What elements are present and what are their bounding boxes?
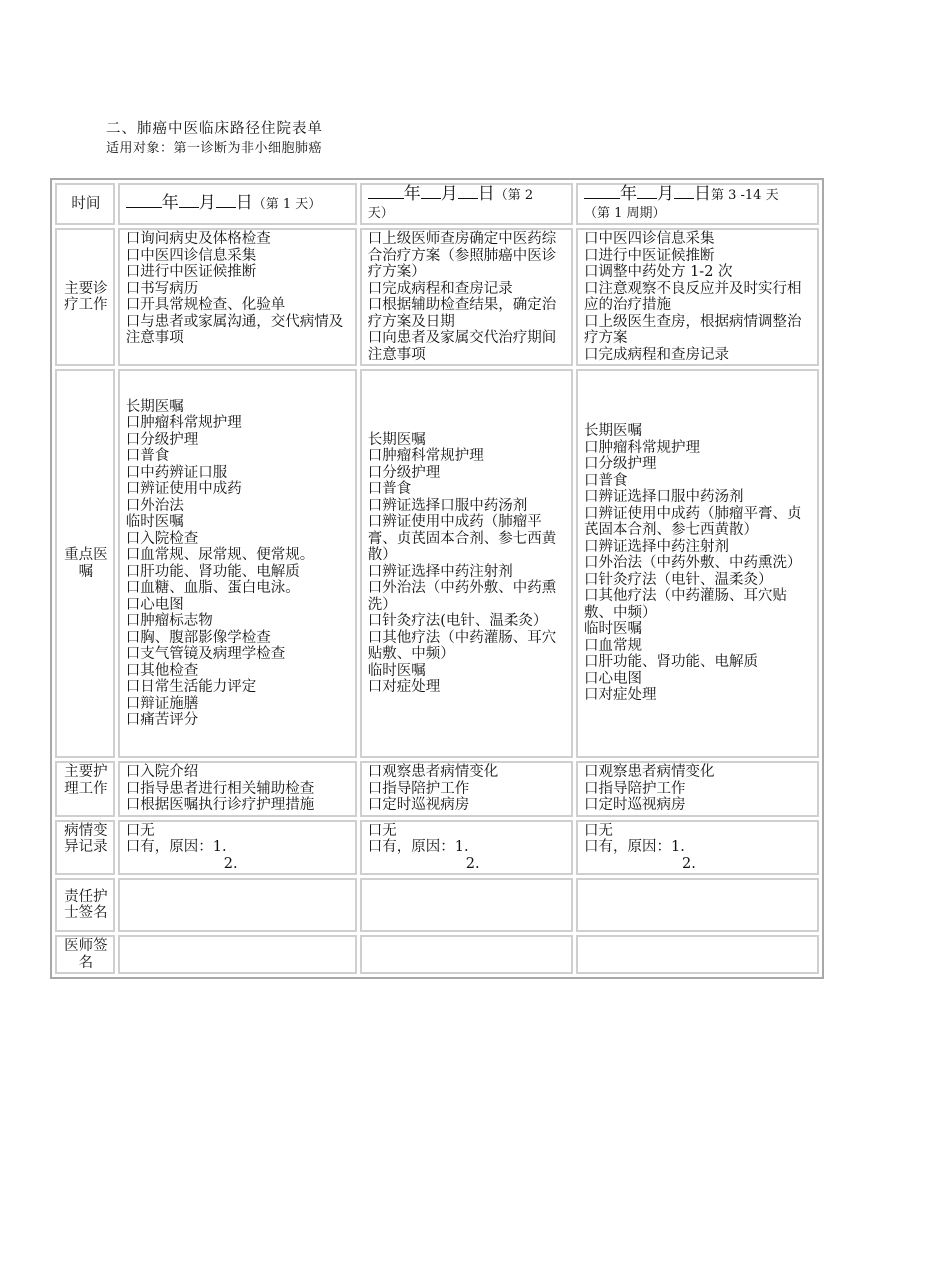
- checklist-item[interactable]: 口开具常规检查、化验单: [125, 297, 286, 313]
- checklist-item[interactable]: 口其他疗法（中药灌肠、耳穴贴敷、中频）: [583, 588, 787, 621]
- checklist-item[interactable]: 口入院检查: [125, 530, 199, 547]
- nurse-signature-day1[interactable]: [118, 878, 357, 932]
- checklist-item[interactable]: 口辨证选择口服中药汤剂: [367, 497, 528, 514]
- checklist-item[interactable]: 口心电图: [125, 596, 184, 613]
- checklist-item[interactable]: 口血常规、尿常规、便常规。: [125, 547, 315, 563]
- order-heading: 临时医嘱: [583, 621, 642, 638]
- checklist-item[interactable]: 口向患者及家属交代治疗期间注意事项: [367, 330, 557, 363]
- order-heading: 临时医嘱: [367, 662, 426, 679]
- time-row: [55, 183, 819, 225]
- form-heading: 二、肺癌中医临床路径住院表单: [106, 121, 323, 137]
- order-heading: 长期医嘱: [125, 398, 184, 415]
- checklist-item[interactable]: 口指导陪护工作: [367, 780, 470, 797]
- day-note: （第 1 天）: [252, 196, 322, 212]
- checklist-item[interactable]: 口指导陪护工作: [583, 780, 686, 797]
- date-field-day2[interactable]: 年 月 日: [368, 184, 495, 204]
- date-cell-day3-14: [576, 183, 819, 225]
- main-work-day2: [360, 228, 573, 366]
- checklist-item[interactable]: 口入院介绍: [125, 764, 199, 780]
- checklist-item[interactable]: 口上级医师查房确定中医药综合治疗方案（参照肺癌中医诊疗方案）: [367, 231, 557, 280]
- checklist-item[interactable]: 口根据医嘱执行诊疗护理措施: [125, 797, 315, 813]
- checklist-item[interactable]: 口辨证使用中成药（肺瘤平膏、贞芪固本合剂、参七西黄散）: [583, 505, 802, 539]
- checklist-item[interactable]: 口指导患者进行相关辅助检查: [125, 780, 315, 797]
- day-note: 第 3 -14 天: [710, 188, 779, 203]
- nursing-day3-14: [576, 761, 819, 817]
- checklist-item[interactable]: 口询问病史及体格检查: [125, 231, 271, 247]
- checklist-item[interactable]: 口其他检查: [125, 662, 199, 679]
- checklist-item[interactable]: 口调整中药处方 1-2 次: [583, 264, 733, 280]
- nurse-signature-row: [55, 878, 819, 932]
- checklist-item[interactable]: 口支气管镜及病理学检查: [125, 646, 286, 662]
- checklist-item[interactable]: 口书写病历: [125, 280, 199, 297]
- cycle-note: （第 1 周期）: [583, 205, 666, 221]
- checklist-item[interactable]: 口辨证选择中药注射剂: [583, 538, 729, 555]
- doctor-signature-day2[interactable]: [360, 935, 573, 974]
- checklist-item[interactable]: 口完成病程和查房记录: [367, 280, 513, 297]
- variance-reason-2[interactable]: 2.: [223, 855, 238, 872]
- checklist-item[interactable]: 口分级护理: [367, 464, 441, 481]
- checklist-item[interactable]: 口根据辅助检查结果，确定治疗方案及日期: [367, 297, 557, 330]
- order-heading: 临时医嘱: [125, 514, 184, 530]
- checklist-item[interactable]: 口针灸疗法（电针、温柔灸）: [583, 571, 773, 588]
- checklist-item[interactable]: 口对症处理: [583, 687, 657, 704]
- key-orders-day1: [118, 369, 357, 758]
- doctor-signature-day3-14[interactable]: [576, 935, 819, 974]
- variance-reason-2[interactable]: 2.: [681, 855, 696, 872]
- nursing-day2: [360, 761, 573, 817]
- checklist-item[interactable]: 口心电图: [583, 670, 642, 687]
- order-heading: 长期医嘱: [583, 423, 642, 440]
- doctor-signature-day1[interactable]: [118, 935, 357, 974]
- checklist-item[interactable]: 口辨证使用中成药: [125, 481, 242, 497]
- checklist-item[interactable]: 口辩证施膳: [125, 695, 199, 712]
- checklist-item[interactable]: 口肝功能、肾功能、电解质: [125, 563, 300, 580]
- variance-none-checkbox[interactable]: 口无: [125, 822, 155, 839]
- main-work-day3-14: [576, 228, 819, 366]
- nurse-signature-label: 责任护士签名: [55, 878, 115, 932]
- main-work-day1: [118, 228, 357, 366]
- nurse-signature-day3-14[interactable]: [576, 878, 819, 932]
- checklist-item[interactable]: 口观察患者病情变化: [583, 764, 715, 780]
- checklist-item[interactable]: 口其他疗法（中药灌肠、耳穴贴敷、中频）: [367, 629, 557, 662]
- key-orders-label: 重点医嘱: [55, 369, 115, 758]
- checklist-item[interactable]: 口日常生活能力评定: [125, 679, 257, 695]
- date-cell-day2: [360, 183, 573, 225]
- checklist-item[interactable]: 口完成病程和查房记录: [583, 346, 729, 363]
- order-heading: 长期医嘱: [367, 431, 426, 448]
- checklist-item[interactable]: 口与患者或家属沟通，交代病情及注意事项: [125, 313, 344, 346]
- date-field-day1[interactable]: 年 月 日: [126, 193, 253, 213]
- variance-day2: [360, 820, 573, 876]
- date-field-day3-14[interactable]: 年 月 日: [584, 184, 711, 204]
- checklist-item[interactable]: 口定时巡视病房: [367, 797, 470, 813]
- checklist-item[interactable]: 口定时巡视病房: [583, 797, 686, 813]
- doctor-signature-label: 医师签名: [55, 935, 115, 974]
- key-orders-row: [55, 369, 819, 758]
- variance-day3-14: [576, 820, 819, 876]
- checklist-item[interactable]: 口普食: [125, 448, 170, 464]
- checklist-item[interactable]: 口辨证选择口服中药汤剂: [583, 489, 744, 506]
- checklist-item[interactable]: 口中医四诊信息采集: [125, 247, 257, 264]
- checklist-item[interactable]: 口痛苦评分: [125, 712, 199, 728]
- date-cell-day1: [118, 183, 357, 225]
- key-orders-day2: [360, 369, 573, 758]
- checklist-item[interactable]: 口血糖、血脂、蛋白电泳。: [125, 580, 300, 596]
- checklist-item[interactable]: 口普食: [367, 481, 412, 497]
- checklist-item[interactable]: 口分级护理: [125, 431, 199, 448]
- variance-none-checkbox[interactable]: 口无: [367, 822, 397, 839]
- doctor-signature-row: [55, 935, 819, 974]
- variance-yes-checkbox[interactable]: 口有，原因：1.: [367, 839, 469, 855]
- day-note: （第 2: [494, 188, 534, 203]
- checklist-item[interactable]: 口外治法: [125, 497, 184, 514]
- checklist-item[interactable]: 口对症处理: [367, 679, 441, 695]
- checklist-item[interactable]: 口观察患者病情变化: [367, 764, 499, 780]
- nursing-row: [55, 761, 819, 817]
- main-work-label: 主要诊疗工作: [55, 228, 115, 366]
- checklist-item[interactable]: 口外治法（中药外敷、中药熏洗）: [367, 580, 557, 613]
- checklist-item[interactable]: 口肿瘤科常规护理: [583, 439, 700, 456]
- checklist-item[interactable]: 口进行中医证候推断: [583, 247, 715, 264]
- nursing-label: 主要护理工作: [55, 761, 115, 817]
- variance-yes-checkbox[interactable]: 口有，原因：1.: [125, 839, 227, 855]
- nursing-day1: [118, 761, 357, 817]
- variance-none-checkbox[interactable]: 口无: [583, 822, 613, 839]
- variance-yes-checkbox[interactable]: 口有，原因：1.: [583, 839, 685, 855]
- checklist-item[interactable]: 口辨证使用中成药（肺瘤平膏、贞芪固本合剂、参七西黄散）: [367, 514, 557, 563]
- day-note: 天）: [367, 205, 394, 221]
- time-label: 时间: [55, 183, 115, 225]
- checklist-item[interactable]: 口中医四诊信息采集: [583, 231, 715, 247]
- checklist-item[interactable]: 口分级护理: [583, 456, 657, 473]
- checklist-item[interactable]: 口肿瘤标志物: [125, 613, 213, 629]
- checklist-item[interactable]: 口中药辨证口服: [125, 464, 228, 481]
- key-orders-day3-14: [576, 369, 819, 758]
- checklist-item[interactable]: 口胸、腹部影像学检查: [125, 629, 271, 646]
- checklist-item[interactable]: 口上级医生查房，根据病情调整治疗方案: [583, 313, 802, 346]
- variance-reason-2[interactable]: 2.: [465, 855, 480, 872]
- main-work-row: [55, 228, 819, 366]
- nurse-signature-day2[interactable]: [360, 878, 573, 932]
- checklist-item[interactable]: 口肿瘤科常规护理: [125, 415, 242, 431]
- checklist-item[interactable]: 口血常规: [583, 637, 642, 654]
- checklist-item[interactable]: 口肿瘤科常规护理: [367, 448, 484, 464]
- checklist-item[interactable]: 口普食: [583, 472, 628, 489]
- variance-label: 病情变异记录: [55, 820, 115, 876]
- clinical-pathway-table: [50, 178, 824, 979]
- form-subheading: 适用对象：第一诊断为非小细胞肺癌: [106, 141, 323, 156]
- checklist-item[interactable]: 口针灸疗法(电针、温柔灸）: [367, 613, 548, 629]
- variance-row: [55, 820, 819, 876]
- checklist-item[interactable]: 口外治法（中药外敷、中药熏洗）: [583, 555, 802, 572]
- checklist-item[interactable]: 口辨证选择中药注射剂: [367, 563, 513, 580]
- checklist-item[interactable]: 口肝功能、肾功能、电解质: [583, 654, 758, 671]
- checklist-item[interactable]: 口注意观察不良反应并及时实行相应的治疗措施: [583, 280, 802, 313]
- variance-day1: [118, 820, 357, 876]
- checklist-item[interactable]: 口进行中医证候推断: [125, 264, 257, 280]
